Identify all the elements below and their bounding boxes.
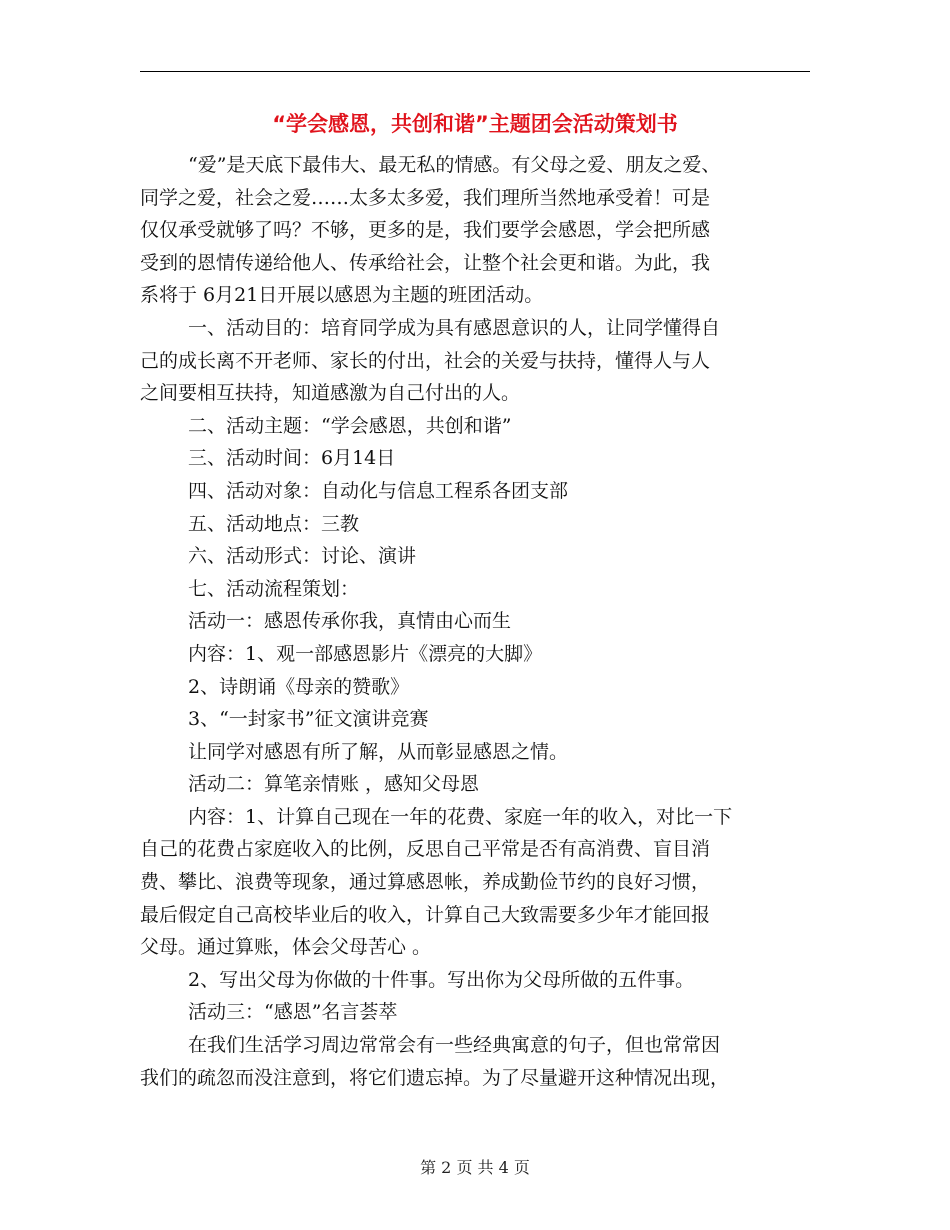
purpose-line: 之间要相互扶持，知道感激为自己付出的人。 bbox=[140, 382, 521, 405]
activity3-section bbox=[140, 996, 810, 1094]
purpose-line: 己的成长离不开老师、家长的付出，社会的关爱与扶持，懂得人与人 bbox=[140, 349, 711, 372]
activity2-content-line: 父母。通过算账，体会父母苦心 。 bbox=[140, 936, 432, 959]
format-item bbox=[140, 540, 810, 573]
page-number: 第 2 页 共 4 页 bbox=[420, 1158, 530, 1177]
activity1-heading: 活动一：感恩传承你我，真情由心而生 bbox=[188, 610, 512, 633]
header-rule bbox=[140, 71, 810, 72]
activity1-section bbox=[140, 605, 810, 768]
purpose-paragraph bbox=[140, 312, 810, 410]
activity3-body-line: 我们的疏忽而没注意到，将它们遗忘掉。为了尽量避开这种情况出现， bbox=[140, 1066, 730, 1089]
theme-line: 二、活动主题：“学会感恩，共创和谐” bbox=[188, 414, 512, 437]
time-line: 三、活动时间：6月14日 bbox=[188, 447, 396, 470]
activity1-content-2: 2、诗朗诵《母亲的赞歌》 bbox=[188, 675, 410, 698]
activity1-content-1: 内容：1、观一部感恩影片《漂亮的大脚》 bbox=[188, 642, 543, 665]
intro-line: 仅仅承受就够了吗？不够，更多的是，我们要学会感恩，学会把所感 bbox=[140, 219, 711, 242]
process-item bbox=[140, 573, 810, 606]
location-item bbox=[140, 508, 810, 541]
document-title: “学会感恩，共创和谐”主题团会活动策划书 bbox=[272, 112, 678, 136]
audience-item bbox=[140, 475, 810, 508]
audience-line: 四、活动对象：自动化与信息工程系各团支部 bbox=[188, 479, 569, 502]
activity1-summary: 让同学对感恩有所了解，从而彰显感恩之情。 bbox=[188, 740, 569, 763]
activity2-section bbox=[140, 768, 810, 996]
document-body bbox=[140, 149, 810, 1094]
intro-paragraph bbox=[140, 149, 810, 312]
intro-line: 同学之爱，社会之爱……太多太多爱，我们理所当然地承受着！可是 bbox=[140, 186, 711, 209]
purpose-line: 一、活动目的：培育同学成为具有感恩意识的人，让同学懂得自 bbox=[188, 316, 721, 339]
location-line: 五、活动地点：三教 bbox=[188, 512, 360, 535]
intro-line: 受到的恩情传递给他人、传承给社会，让整个社会更和谐。为此，我 bbox=[140, 251, 711, 274]
activity1-content-3: 3、“一封家书”征文演讲竞赛 bbox=[188, 708, 429, 731]
format-line: 六、活动形式：讨论、演讲 bbox=[188, 545, 417, 568]
activity3-body-line: 在我们生活学习周边常常会有一些经典寓意的句子，但也常常因 bbox=[188, 1034, 721, 1057]
activity2-heading: 活动二：算笔亲情账 ，感知父母恩 bbox=[188, 773, 480, 796]
process-line: 七、活动流程策划： bbox=[188, 577, 360, 600]
activity3-heading: 活动三：“感恩”名言荟萃 bbox=[188, 1001, 398, 1024]
intro-line: “爱”是天底下最伟大、最无私的情感。有父母之爱、朋友之爱、 bbox=[188, 154, 721, 176]
activity2-content-line: 自己的花费占家庭收入的比例，反思自己平常是否有高消费、盲目消 bbox=[140, 838, 711, 861]
theme-item bbox=[140, 410, 810, 443]
activity2-content-line: 费、攀比、浪费等现象，通过算感恩帐，养成勤俭节约的良好习惯， bbox=[140, 871, 711, 894]
activity2-content-line: 内容：1、计算自己现在一年的花费、家庭一年的收入，对比一下 bbox=[188, 805, 733, 828]
intro-line: 系将于 6月21日开展以感恩为主题的班团活动。 bbox=[140, 284, 544, 307]
activity2-content-2: 2、写出父母为你做的十件事。写出你为父母所做的五件事。 bbox=[188, 968, 695, 991]
time-item bbox=[140, 442, 810, 475]
activity2-content-line: 最后假定自己高校毕业后的收入，计算自己大致需要多少年才能回报 bbox=[140, 903, 711, 926]
